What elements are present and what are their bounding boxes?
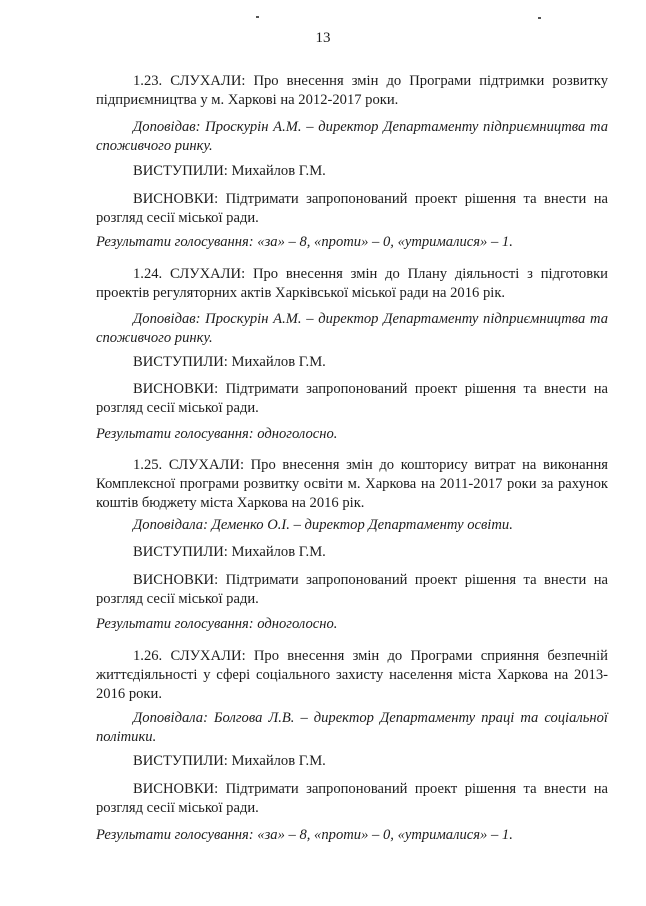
item-heard: 1.23. СЛУХАЛИ: Про внесення змін до Програми підтримки розвитку підприємництва у м. Харкові на 2012-2017 роки. [96,73,608,108]
item-reporter: Доповідав: Проскурін А.М. – директор Департаменту підприємництва та споживчого ринку. [96,119,608,154]
item-vote: Результати голосування: одноголосно. [96,616,338,632]
item-reporter: Доповідав: Проскурін А.М. – директор Департаменту підприємництва та споживчого ринку. [96,311,608,346]
item-vote: Результати голосування: «за» – 8, «проти» – 0, «утрималися» – 1. [96,827,513,843]
item-vote: Результати голосування: одноголосно. [96,426,338,442]
item-spoke: ВИСТУПИЛИ: Михайлов Г.М. [133,354,326,370]
item-heard: 1.26. СЛУХАЛИ: Про внесення змін до Програми сприяння безпечній життєдіяльності у сфері соціального захисту населення міста Харкова на 2013-2016 роки. [96,648,608,702]
item-reporter: Доповідала: Деменко О.І. – директор Департаменту освіти. [133,517,513,533]
item-heard: 1.25. СЛУХАЛИ: Про внесення змін до кошторису витрат на виконання Комплексної програми розвитку освіти м. Харкова на 2011-2017 роки за рахунок коштів бюджету міста Харкова на 2016 рік. [96,457,608,511]
item-conclusion: ВИСНОВКИ: Підтримати запропонований проект рішення та внести на розгляд сесії міської ради. [96,781,608,816]
item-conclusion: ВИСНОВКИ: Підтримати запропонований проект рішення та внести на розгляд сесії міської ради. [96,381,608,416]
scan-speck [256,16,259,18]
item-spoke: ВИСТУПИЛИ: Михайлов Г.М. [133,544,326,560]
item-reporter: Доповідала: Болгова Л.В. – директор Департаменту праці та соціальної політики. [96,710,608,745]
item-spoke: ВИСТУПИЛИ: Михайлов Г.М. [133,163,326,179]
item-conclusion: ВИСНОВКИ: Підтримати запропонований проект рішення та внести на розгляд сесії міської ради. [96,191,608,226]
item-conclusion: ВИСНОВКИ: Підтримати запропонований проект рішення та внести на розгляд сесії міської ради. [96,572,608,607]
scan-speck [538,17,541,19]
page-number: 13 [315,30,331,46]
item-vote: Результати голосування: «за» – 8, «проти» – 0, «утрималися» – 1. [96,234,513,250]
item-heard: 1.24. СЛУХАЛИ: Про внесення змін до Плану діяльності з підготовки проектів регуляторних актів Харківської міської ради на 2016 рік. [96,266,608,301]
item-spoke: ВИСТУПИЛИ: Михайлов Г.М. [133,753,326,769]
